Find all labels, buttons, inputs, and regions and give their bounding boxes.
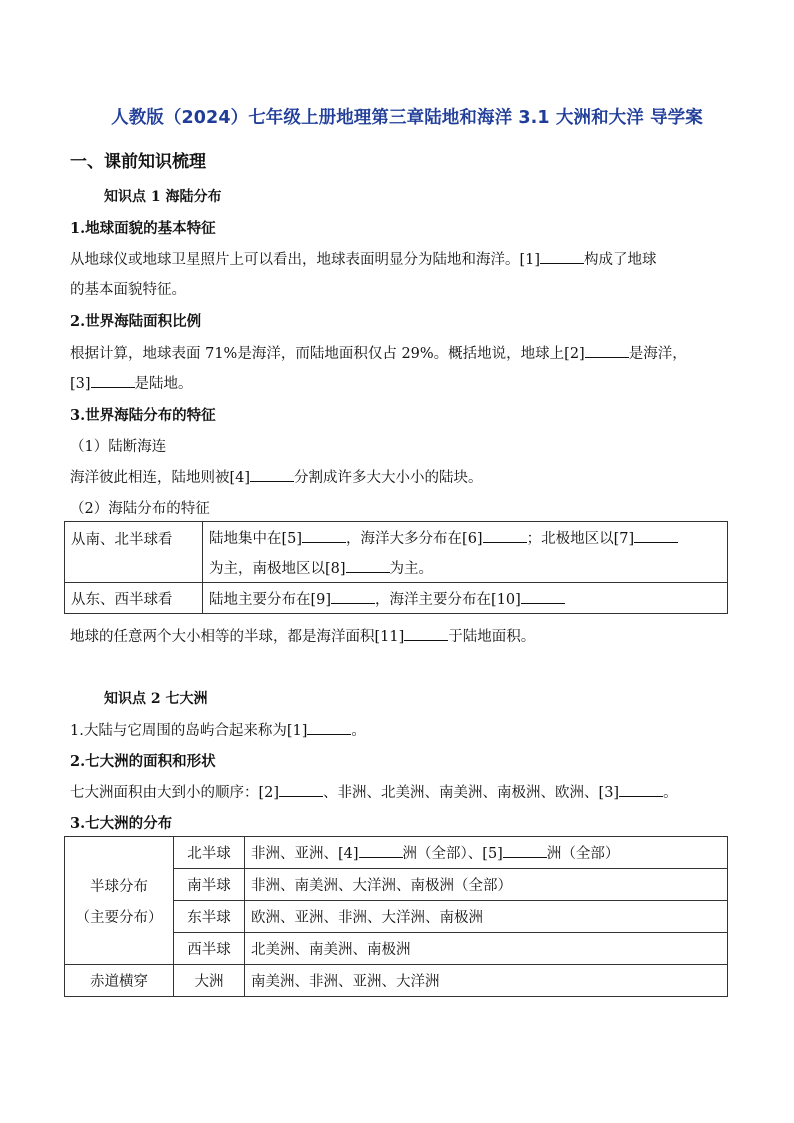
table-cell: 欧洲、亚洲、非洲、大洋洲、南极洲 xyxy=(245,901,728,933)
text-segment: 、非洲、北美洲、南美洲、南极洲、欧洲、[3] xyxy=(323,785,620,801)
text-segment: 根据计算，地球表面 71%是海洋，而陆地面积仅占 29%。概括地说，地球上[2] xyxy=(70,346,585,362)
table-cell xyxy=(203,583,728,614)
sub-item-1: （1）陆断海连 xyxy=(70,439,167,455)
subheading-1: 1.地球面貌的基本特征 xyxy=(70,220,216,237)
text-segment: 从地球仪或地球卫星照片上可以看出，地球表面明显分为陆地和海洋。[1] xyxy=(70,252,541,268)
text-segment: 1.大陆与它周围的岛屿合起来称为[1] xyxy=(70,723,308,739)
paragraph-after-table xyxy=(70,625,535,646)
text-segment: ，海洋大多分布在[6] xyxy=(346,530,483,547)
table-cell-hemisphere: 南半球 xyxy=(174,869,245,901)
table-row xyxy=(65,965,728,997)
kp2-item-1 xyxy=(70,719,366,740)
table-cell-label: 赤道横穿 xyxy=(65,965,174,997)
fill-blank-10[interactable] xyxy=(521,589,565,604)
table-cell xyxy=(203,552,728,583)
label-line: （主要分布） xyxy=(75,909,163,926)
paragraph-2-line-1 xyxy=(70,342,687,363)
fill-blank-4[interactable] xyxy=(250,467,294,482)
document-title: 人教版（2024）七年级上册地理第三章陆地和海洋 3.1 大洲和大洋 导学案 xyxy=(111,108,703,128)
sub-item-2: （2）海陆分布的特征 xyxy=(70,501,210,517)
paragraph-3-line-1 xyxy=(70,466,483,487)
table-cell: 南美洲、非洲、亚洲、大洋洲 xyxy=(245,965,728,997)
fill-blank-11[interactable] xyxy=(404,626,448,641)
fill-blank-kp2-2[interactable] xyxy=(279,782,323,797)
table-cell-label xyxy=(65,837,174,965)
text-segment: 海洋彼此相连，陆地则被[4] xyxy=(70,470,251,486)
paragraph-1-line-2: 的基本面貌特征。 xyxy=(70,282,186,298)
text-segment: 分割成许多大大小小的陆块。 xyxy=(294,470,483,486)
table-cell: 非洲、南美洲、大洋洲、南极洲（全部） xyxy=(245,869,728,901)
table-cell xyxy=(203,522,728,553)
text-segment: [3] xyxy=(70,376,91,392)
subheading-3: 3.世界海陆分布的特征 xyxy=(70,407,216,424)
table-cell-hemisphere: 大洲 xyxy=(174,965,245,997)
table-cell-hemisphere: 北半球 xyxy=(174,837,245,869)
text-segment: ，海洋主要分布在[10] xyxy=(375,591,521,608)
label-line: 半球分布 xyxy=(90,878,148,895)
text-segment: 洲（全部）、[5] xyxy=(402,846,503,862)
table-row xyxy=(65,837,728,869)
text-segment: 陆地主要分布在[9] xyxy=(209,591,332,608)
fill-blank-8[interactable] xyxy=(346,558,390,573)
paragraph-1-line-1 xyxy=(70,248,657,269)
text-segment: 七大洲面积由大到小的顺序：[2] xyxy=(70,785,280,801)
fill-blank-1[interactable] xyxy=(540,249,584,264)
table-row xyxy=(65,583,728,614)
text-segment: 陆地集中在[5] xyxy=(209,530,303,547)
table-row xyxy=(65,522,728,553)
fill-blank-kp2-4[interactable] xyxy=(359,843,403,858)
fill-blank-9[interactable] xyxy=(331,589,375,604)
text-segment: 为主，南极地区以[8] xyxy=(209,560,346,577)
fill-blank-7[interactable] xyxy=(634,528,678,543)
knowledge-point-2-heading: 知识点 2 七大洲 xyxy=(104,691,208,707)
kp2-subheading-3: 3.七大洲的分布 xyxy=(70,815,173,832)
text-segment: 于陆地面积。 xyxy=(448,629,536,645)
table-cell: 北美洲、南美洲、南极洲 xyxy=(245,933,728,965)
text-segment: 。 xyxy=(663,785,678,801)
knowledge-point-1-heading: 知识点 1 海陆分布 xyxy=(104,189,222,205)
fill-blank-kp2-5[interactable] xyxy=(503,843,547,858)
fill-blank-3[interactable] xyxy=(91,373,135,388)
fill-blank-6[interactable] xyxy=(483,528,527,543)
table-cell-label: 从南、北半球看 xyxy=(65,522,203,583)
text-segment: 。 xyxy=(351,723,366,739)
text-segment: 洲（全部） xyxy=(546,846,620,862)
fill-blank-2[interactable] xyxy=(585,343,629,358)
table-cell xyxy=(245,837,728,869)
subheading-2: 2.世界海陆面积比例 xyxy=(70,313,202,330)
text-segment: 构成了地球 xyxy=(584,252,657,268)
kp2-subheading-2: 2.七大洲的面积和形状 xyxy=(70,753,216,770)
section-heading: 一、课前知识梳理 xyxy=(70,152,206,172)
text-segment: 非洲、亚洲、[4] xyxy=(251,846,359,862)
table-cell-hemisphere: 东半球 xyxy=(174,901,245,933)
land-sea-distribution-table xyxy=(64,521,728,614)
text-segment: 地球的任意两个大小相等的半球，都是海洋面积[11] xyxy=(70,629,405,645)
continent-distribution-table xyxy=(64,836,728,997)
text-segment: 是海洋， xyxy=(628,346,687,362)
table-cell-label: 从东、西半球看 xyxy=(65,583,203,614)
fill-blank-kp2-3[interactable] xyxy=(619,782,663,797)
fill-blank-kp2-1[interactable] xyxy=(307,720,351,735)
paragraph-2-line-2 xyxy=(70,372,193,393)
text-segment: 为主。 xyxy=(389,560,434,577)
text-segment: 是陆地。 xyxy=(134,376,193,392)
table-cell-hemisphere: 西半球 xyxy=(174,933,245,965)
fill-blank-5[interactable] xyxy=(302,528,346,543)
kp2-paragraph-2 xyxy=(70,781,678,802)
text-segment: ；北极地区以[7] xyxy=(526,530,635,547)
